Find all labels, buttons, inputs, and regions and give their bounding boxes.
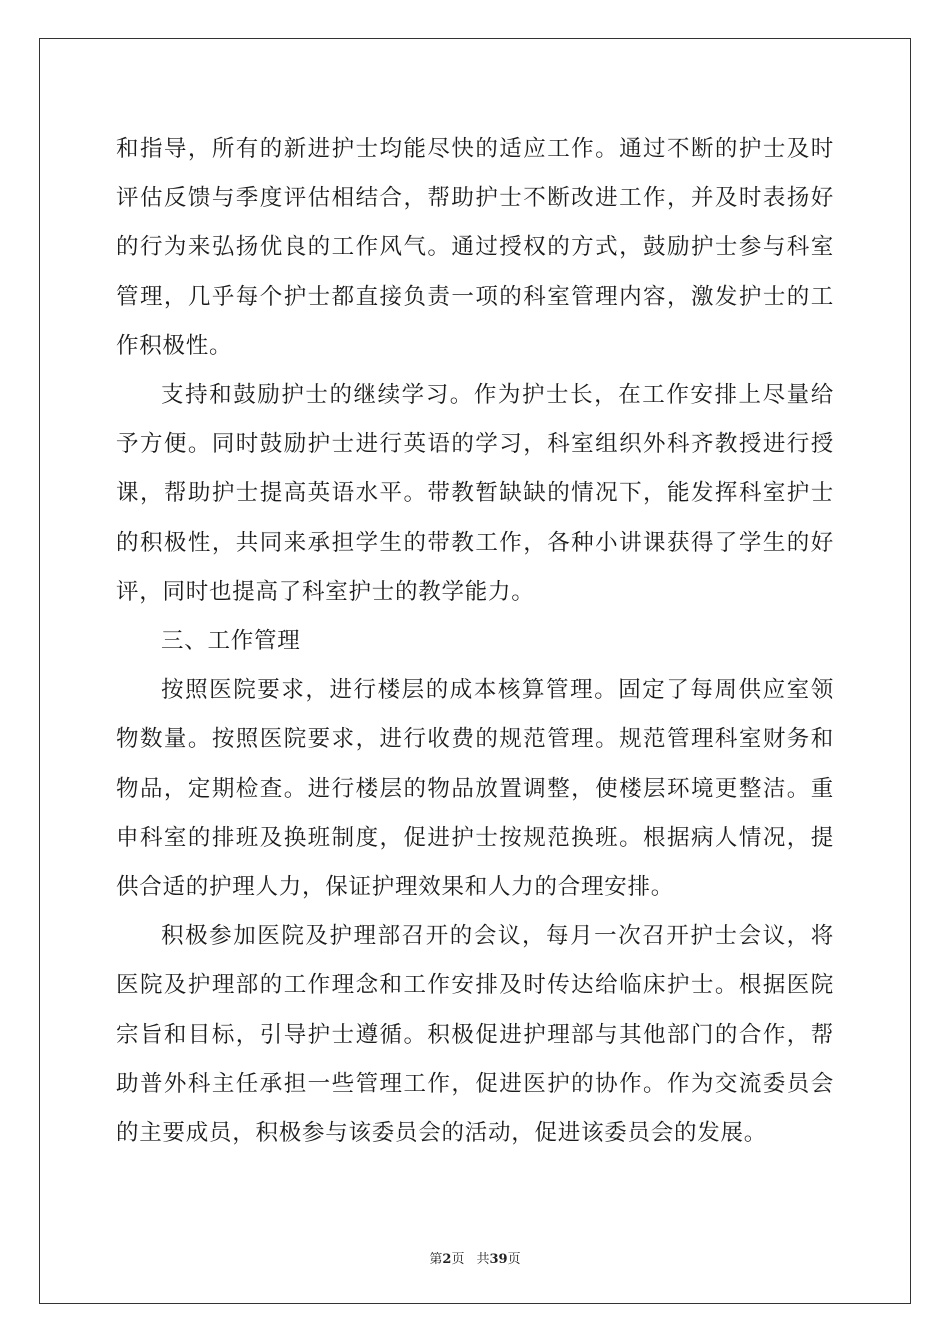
footer-total-suffix: 页: [507, 1252, 521, 1267]
document-body: [116, 125, 834, 1158]
footer-page-suffix: 页: [451, 1252, 465, 1267]
page-footer: [0, 1248, 950, 1267]
footer-total-pages: 39: [489, 1252, 508, 1267]
paragraph-continuation: 和指导，所有的新进护士均能尽快的适应工作。通过不断的护士及时评估反馈与季度评估相结合，帮助护士不断改进工作，并及时表扬好的行为来弘扬优良的工作风气。通过授权的方式，鼓励护士参与科室管理，几乎每个护士都直接负责一项的科室管理内容，激发护士的工作积极性。: [116, 136, 834, 359]
paragraph-cost-management: 按照医院要求，进行楼层的成本核算管理。固定了每周供应室领物数量。按照医院要求，进行收费的规范管理。规范管理科室财务和物品，定期检查。进行楼层的物品放置调整，使楼层环境更整洁。重申科室的排班及换班制度，促进护士按规范换班。根据病人情况，提供合适的护理人力，保证护理效果和人力的合理安排。: [116, 677, 834, 901]
footer-page-number: 2: [442, 1252, 452, 1267]
section-heading-work-management: 三、工作管理: [161, 628, 301, 655]
footer-page-prefix: 第: [429, 1252, 443, 1267]
footer-total-prefix: 共: [476, 1252, 490, 1267]
paragraph-continuing-education: 支持和鼓励护士的继续学习。作为护士长，在工作安排上尽量给予方便。同时鼓励护士进行英语的学习，科室组织外科齐教授进行授课，帮助护士提高英语水平。带教暂缺缺的情况下，能发挥科室护士的积极性，共同来承担学生的带教工作，各种小讲课获得了学生的好评，同时也提高了科室护士的教学能力。: [116, 382, 834, 605]
paragraph-meetings: 积极参加医院及护理部召开的会议，每月一次召开护士会议，将医院及护理部的工作理念和工作安排及时传达给临床护士。根据医院宗旨和目标，引导护士遵循。积极促进护理部与其他部门的合作，帮助普外科主任承担一些管理工作，促进医护的协作。作为交流委员会的主要成员，积极参与该委员会的活动，促进该委员会的发展。: [116, 923, 834, 1147]
